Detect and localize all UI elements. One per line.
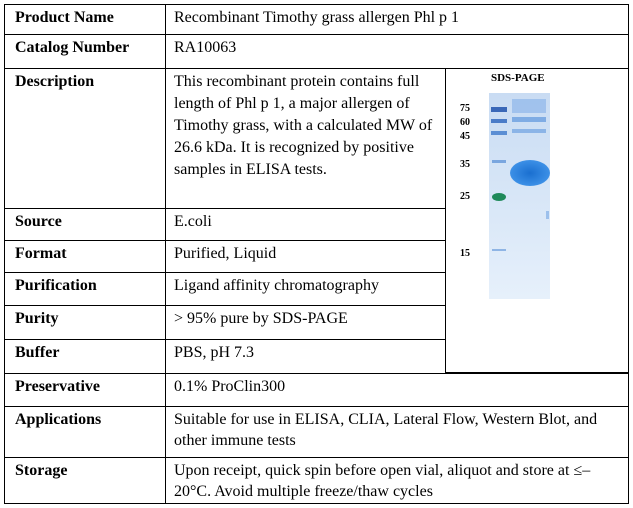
marker-label-35: 35 (460, 159, 470, 170)
value-purity: > 95% pure by SDS-PAGE (165, 305, 446, 340)
label-preservative: Preservative (4, 373, 166, 407)
value-buffer: PBS, pH 7.3 (165, 339, 446, 374)
label-source: Source (4, 208, 166, 241)
marker-band-35 (492, 160, 506, 163)
marker-band-45 (491, 131, 507, 135)
label-format: Format (4, 240, 166, 273)
value-catalog-number: RA10063 (165, 34, 629, 69)
label-catalog-number: Catalog Number (4, 34, 166, 69)
marker-band-15 (492, 249, 506, 251)
value-description: This recombinant protein contains full length of Phl p 1, a major allergen of Timothy grass, with a calculated MW of 26.6 kDa. It is recognized by positive samples in ELISA tests. (165, 68, 446, 209)
value-format: Purified, Liquid (165, 240, 446, 273)
gel-title: SDS-PAGE (491, 72, 545, 84)
gel-image (446, 69, 630, 374)
value-source: E.coli (165, 208, 446, 241)
label-buffer: Buffer (4, 339, 166, 374)
label-storage: Storage (4, 457, 166, 504)
sds-page-gel-figure (445, 68, 629, 373)
value-applications: Suitable for use in ELISA, CLIA, Lateral Flow, Western Blot, and other immune tests (165, 406, 629, 458)
label-purification: Purification (4, 272, 166, 306)
label-purity: Purity (4, 305, 166, 340)
value-preservative: 0.1% ProClin300 (165, 373, 629, 407)
value-purification: Ligand affinity chromatography (165, 272, 446, 306)
marker-label-15: 15 (460, 248, 470, 259)
label-applications: Applications (4, 406, 166, 458)
label-product-name: Product Name (4, 4, 166, 35)
sample-faint-band (546, 211, 549, 219)
marker-band-25 (492, 193, 506, 201)
sample-band-high (512, 117, 546, 122)
sample-upper-bands (512, 99, 546, 113)
marker-label-25: 25 (460, 191, 470, 202)
sample-band-mid (512, 129, 546, 133)
marker-band-60 (491, 119, 507, 123)
marker-label-60: 60 (460, 117, 470, 128)
value-product-name: Recombinant Timothy grass allergen Phl p 1 (165, 4, 629, 35)
sample-main-band (510, 160, 550, 186)
value-storage: Upon receipt, quick spin before open vial, aliquot and store at ≤–20°C. Avoid multiple freeze/thaw cycles (165, 457, 629, 504)
marker-label-45: 45 (460, 131, 470, 142)
label-description: Description (4, 68, 166, 209)
marker-band-75 (491, 107, 507, 112)
marker-label-75: 75 (460, 103, 470, 114)
